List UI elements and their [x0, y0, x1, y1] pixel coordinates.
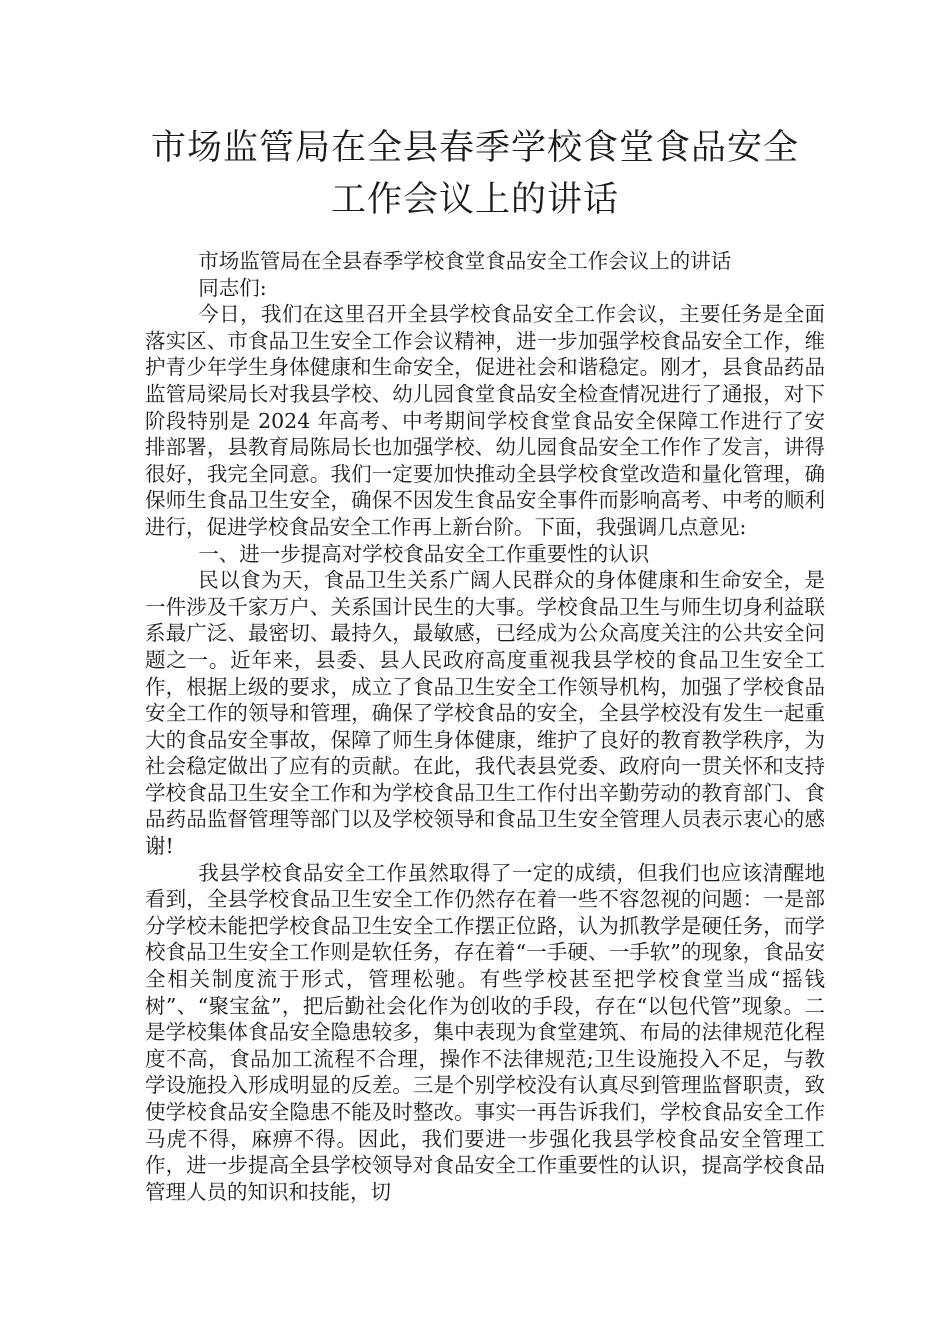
title-line-2: 工作会议上的讲话 [330, 180, 619, 220]
paragraph-intro: 今日，我们在这里召开全县学校食品安全工作会议，主要任务是全面落实区、市食品卫生安全工作会议精神，进一步加强学校食品安全工作，维护青少年学生身体健康和生命安全，促进社会和谐稳定。刚才，县食品药品监管局梁局长对我县学校、幼儿园食堂食品安全检查情况进行了通报，对下阶段特别是 2024 年高考、中考期间学校食堂食品安全保障工作进行了安排部署，县教育局陈局长也加强学校、幼儿园食品安全工作作了发言，讲得很好，我完全同意。我们一定要加快推动全县学校食堂改造和量化管理，确保师生食品卫生安全，确保不因发生食品安全事件而影响高考、中考的顺利进行，促进学校食品安全工作再上新台阶。下面，我强调几点意见: [145, 302, 825, 539]
greeting: 同志们: [198, 275, 267, 300]
document-title [120, 122, 830, 226]
paragraph-section-1b: 我县学校食品安全工作虽然取得了一定的成绩，但我们也应该清醒地看到，全县学校食品卫生安全工作仍然存在着一些不容忽视的问题：一是部分学校未能把学校食品卫生安全工作摆正位路，认为抓教学是硬任务，而学校食品卫生安全工作则是软任务，存在着“一手硬、一手软”的现象，食品安全相关制度流于形式，管理松驰。有些学校甚至把学校食堂当成“摇钱树”、“聚宝盆”，把后勤社会化作为创收的手段，存在“以包代管”现象。二是学校集体食品安全隐患较多，集中表现为食堂建筑、布局的法律规范化程度不高，食品加工流程不合理，操作不法律规范;卫生设施投入不足，与教学设施投入形成明显的反差。三是个别学校没有认真尽到管理监督职责，致使学校食品安全隐患不能及时整改。事实一再告诉我们，学校食品安全工作马虎不得，麻痹不得。因此，我们要进一步强化我县学校食品安全管理工作，进一步提高全县学校领导对食品安全工作重要性的认识，提高学校食品管理人员的知识和技能，切 [145, 860, 825, 1204]
document-body [145, 248, 825, 1205]
title-line-1: 市场监管局在全县春季学校食堂食品安全 [150, 128, 799, 168]
document-subtitle: 市场监管局在全县春季学校食堂食品安全工作会议上的讲话 [198, 249, 732, 273]
paragraph-section-1a: 民以食为天，食品卫生关系广阔人民群众的身体健康和生命安全，是一件涉及千家万户、关系国计民生的大事。学校食品卫生与师生切身利益联系最广泛、最密切、最持久，最敏感，已经成为公众高度关注的公共安全问题之一。近年来，县委、县人民政府高度重视我县学校的食品卫生安全工作，根据上级的要求，成立了食品卫生安全工作领导机构，加强了学校食品安全工作的领导和管理，确保了学校食品的安全，全县学校没有发生一起重大的食品安全事故，保障了师生身体健康，维护了良好的教育教学秩序，为社会稳定做出了应有的贡献。在此，我代表县党委、政府向一贯关怀和支持学校食品卫生安全工作和为学校食品卫生工作付出辛勤劳动的教育部门、食品药品监督管理等部门以及学校领导和食品卫生安全管理人员表示衷心的感谢! [145, 568, 825, 859]
section-heading-1: 一、进一步提高对学校食品安全工作重要性的认识 [198, 541, 650, 566]
